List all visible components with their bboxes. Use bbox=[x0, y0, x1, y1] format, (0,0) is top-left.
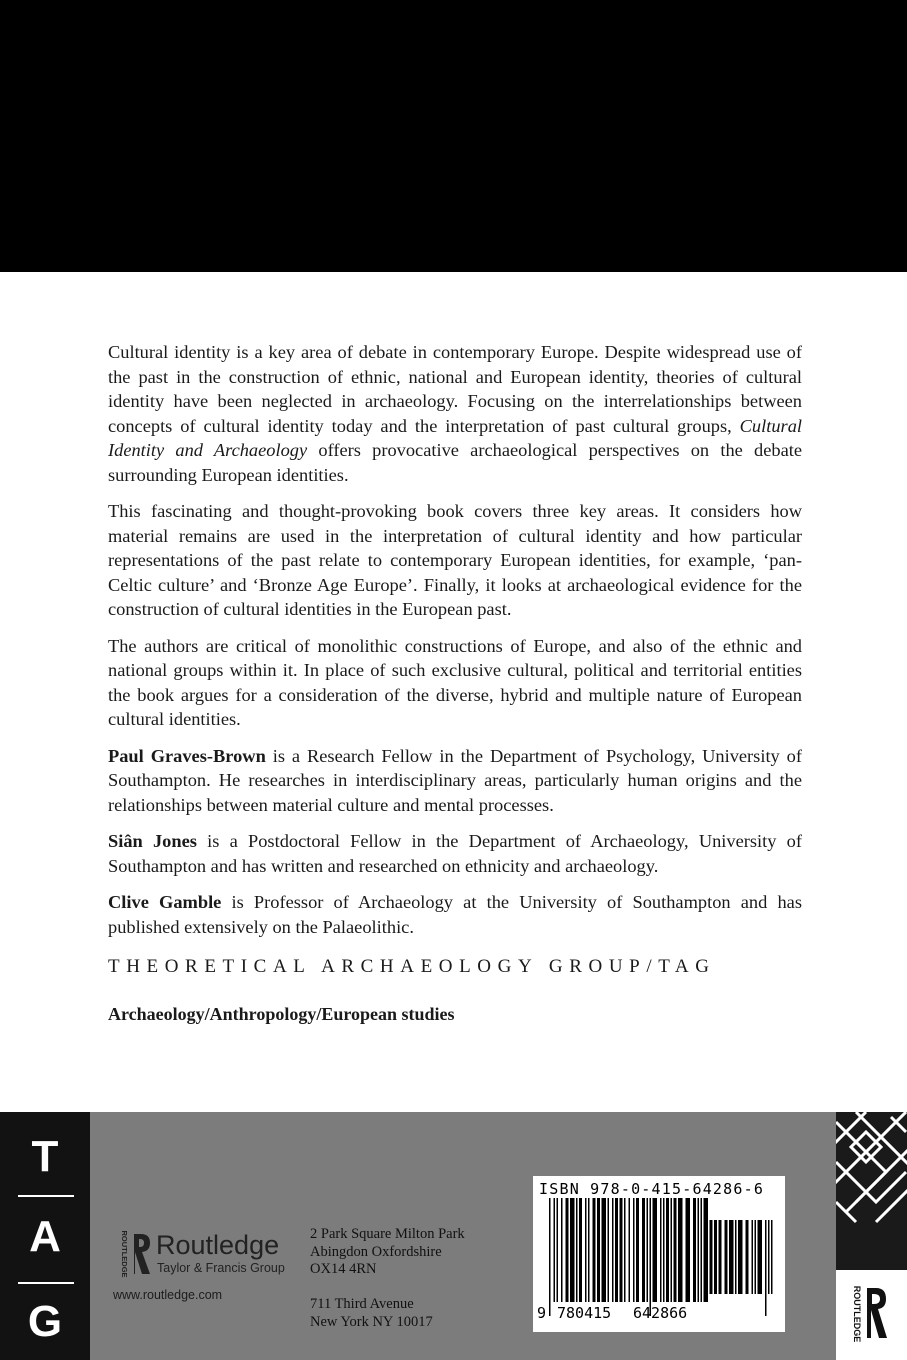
author-bio bbox=[108, 744, 802, 818]
barcode-bar bbox=[597, 1198, 600, 1302]
barcode-bar bbox=[674, 1198, 677, 1302]
author-description: is Professor of Archaeology at the University of Southampton and has published extensively on the Palaeolithic. bbox=[108, 892, 802, 937]
address-uk bbox=[310, 1226, 465, 1279]
tag-letter-g: G bbox=[27, 1297, 63, 1346]
cover-image-band bbox=[0, 0, 907, 272]
author-description: is a Postdoctoral Fellow in the Department of Archaeology, University of Southampton and has written and researched on ethnicity and archaeology. bbox=[108, 831, 802, 876]
barcode-bar bbox=[686, 1198, 691, 1302]
price-label-background bbox=[709, 1198, 785, 1220]
author-name: Paul Graves-Brown bbox=[108, 745, 266, 766]
barcode-bar bbox=[701, 1198, 703, 1302]
barcode-bar bbox=[620, 1198, 623, 1302]
ean-left-group: 780415 bbox=[557, 1304, 612, 1322]
barcode-bar bbox=[647, 1198, 649, 1302]
author-bio bbox=[108, 829, 802, 878]
barcode-bar bbox=[650, 1198, 652, 1316]
barcode-bar bbox=[678, 1198, 683, 1302]
tag-divider bbox=[18, 1282, 74, 1284]
barcode-bar bbox=[704, 1198, 709, 1302]
barcode-bar bbox=[576, 1198, 578, 1302]
paragraph-text: The authors are critical of monolithic constructions of Europe, and also of the ethnic and national groups within it. In place of such exclusive cultural, political and territorial entities the book argues for a consideration of the diverse, hybrid and multiple nature of European cultural identities. bbox=[108, 635, 802, 729]
barcode-bar bbox=[612, 1198, 614, 1302]
lattice-pattern-icon bbox=[836, 1112, 907, 1360]
publisher-url[interactable]: www.routledge.com bbox=[113, 1288, 223, 1302]
barcode-bar bbox=[602, 1198, 607, 1302]
blurb-paragraph bbox=[108, 499, 802, 622]
blurb bbox=[108, 340, 802, 732]
barcode-bar bbox=[642, 1198, 645, 1302]
ean-right-group: 642866 bbox=[633, 1304, 688, 1322]
address-line: 2 Park Square Milton Park bbox=[310, 1226, 465, 1242]
routledge-r-icon bbox=[112, 1230, 156, 1278]
barcode-bar bbox=[615, 1198, 618, 1302]
tag-letter-a: A bbox=[29, 1212, 61, 1261]
address-line: OX14 4RN bbox=[310, 1261, 377, 1277]
barcode-bar bbox=[608, 1198, 610, 1302]
barcode-bar bbox=[585, 1198, 587, 1302]
author-bio bbox=[108, 890, 802, 939]
ean-first-digit: 9 bbox=[537, 1304, 547, 1322]
address-line: 711 Third Avenue bbox=[310, 1296, 414, 1312]
barcode-bar bbox=[698, 1198, 700, 1302]
subject-category: Archaeology/Anthropology/European studies bbox=[108, 1003, 455, 1024]
barcode-bar bbox=[666, 1198, 669, 1302]
barcode-bar bbox=[671, 1198, 673, 1302]
barcode-bar bbox=[554, 1198, 556, 1302]
publisher-group: Taylor & Francis Group bbox=[157, 1261, 285, 1275]
barcode-bar bbox=[660, 1198, 662, 1302]
series-title: THEORETICAL ARCHAEOLOGY GROUP/TAG bbox=[108, 956, 716, 977]
isbn-number: ISBN 978-0-415-64286-6 bbox=[539, 1180, 765, 1198]
address-line: New York NY 10017 bbox=[310, 1313, 433, 1330]
tag-divider bbox=[18, 1195, 74, 1197]
spine-logo-text: ROUTLEDGE bbox=[852, 1285, 862, 1343]
tag-logo-strip bbox=[0, 1112, 90, 1360]
barcode-bar bbox=[557, 1198, 559, 1302]
barcode-bar bbox=[636, 1198, 639, 1302]
barcode-bar bbox=[653, 1198, 658, 1302]
author-bios bbox=[108, 744, 802, 940]
barcode-bar bbox=[624, 1198, 626, 1302]
author-name: Clive Gamble bbox=[108, 892, 222, 912]
routledge-logo bbox=[112, 1230, 302, 1278]
author-description: is a Research Fellow in the Department of Psychology, University of Southampton. He researches in interdisciplinary areas, particularly human origins and the relationships between material culture and mental processes. bbox=[108, 745, 802, 815]
tag-letter-t: T bbox=[31, 1132, 59, 1181]
barcode-bar bbox=[561, 1198, 563, 1302]
address-line: Abingdon Oxfordshire bbox=[310, 1243, 442, 1260]
publisher-name: Routledge bbox=[156, 1230, 280, 1260]
blurb-paragraph bbox=[108, 634, 802, 732]
paragraph-text: Cultural identity is a key area of debate in contemporary Europe. Despite widespread use of the past in the construction of ethnic, national and European identity, theories of cultural identity have been neglected in archaeology. Focusing on the interrelationships between concepts of cultural identity today and the interpretation of past cultural groups, bbox=[108, 342, 802, 436]
barcode-bar bbox=[579, 1198, 582, 1302]
barcode-bar bbox=[593, 1198, 596, 1302]
back-cover-text bbox=[108, 340, 802, 1026]
barcode-bar bbox=[663, 1198, 665, 1302]
spine-logo-strip bbox=[836, 1112, 907, 1360]
paragraph-text: offers provocative archaeological perspectives on the debate surrounding European identities. bbox=[108, 440, 803, 485]
barcode-bar bbox=[570, 1198, 575, 1302]
barcode-bar bbox=[629, 1198, 631, 1302]
blurb-paragraph bbox=[108, 340, 802, 487]
barcode-bar bbox=[633, 1198, 635, 1302]
paragraph-text: This fascinating and thought-provoking book covers three key areas. It considers how material remains are used in the interpretation of cultural identity and how particular representations of the past relate to contemporary European identities, for example, ‘pan-Celtic culture’ and ‘Bronze Age Europe’. Finally, it looks at archaeological evidence for the construction of cultural identities in the European past. bbox=[108, 501, 802, 619]
publisher-panel bbox=[0, 1112, 907, 1360]
author-name: Siân Jones bbox=[108, 831, 197, 851]
svg-text:ROUTLEDGE: ROUTLEDGE bbox=[120, 1230, 129, 1278]
barcode-bar bbox=[566, 1198, 569, 1302]
book-title: Cultural Identity and Archaeology bbox=[108, 415, 802, 460]
barcode-bar bbox=[549, 1198, 551, 1316]
address-us bbox=[310, 1296, 433, 1331]
barcode-bar bbox=[588, 1198, 590, 1302]
barcode-bar bbox=[693, 1198, 696, 1302]
isbn-barcode bbox=[533, 1176, 785, 1332]
